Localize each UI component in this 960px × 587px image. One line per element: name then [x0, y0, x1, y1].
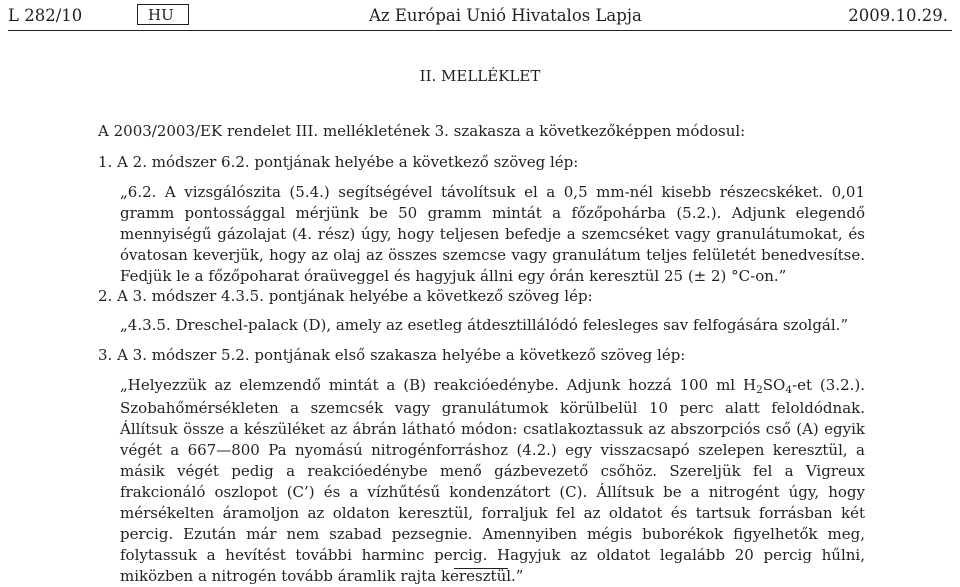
footer-rule: [454, 568, 508, 569]
item-3-quote: [120, 375, 865, 587]
quote-mid: SO: [762, 376, 786, 394]
intro-paragraph: A 2003/2003/EK rendelet III. mellékletének 3. szakasza a következőképpen módosul:: [98, 122, 746, 140]
page-number: L 282/10: [8, 6, 83, 25]
quote-start: „Helyezzük az elemzendő mintát a (B) reakcióedénybe. Adjunk hozzá 100 ml H: [120, 376, 757, 394]
quote-rest: -et (3.2.). Szobahőmérsékleten a szemcsék vagy granulátumok körülbelül 10 perc alatt feloldódnak. Állítsuk össze a készüléket az ábrán látható módon: csatlakoztassuk az abszorpciós cső (A) egyik végét a 667—800 Pa nyomású nitrogénforráshoz (4.2.) egy visszacsapó szelepen keresztül, a másik végét pedig a reakcióedénybe menő gázbevezető csőhöz. Szereljük fel a Vigreux frakcionáló oszlopot (C’) és a vízhűtésű kondenzátort (C). Állítsuk be a nitrogént úgy, hogy mérsékelten áramoljon az oldaton keresztül, forraljuk fel az oldatot és tartsuk forrásban két percig. Ezután már nem szabad pezsegnie. Amennyiben mégis buborékok figyelhetők meg, folytassuk a hevítést további harminc percig. Hagyjuk az oldatot legalább 20 percig hűlni, miközben a nitrogén tovább áramlik rajta keresztül.”: [120, 376, 865, 585]
annex-title: II. MELLÉKLET: [419, 67, 541, 85]
subscript-2: 2: [756, 384, 763, 396]
header-rule: [8, 30, 952, 31]
page-header: [0, 4, 960, 28]
journal-title: Az Európai Unió Hivatalos Lapja: [369, 6, 642, 25]
item-1-quote: „6.2. A vizsgálószita (5.4.) segítségével távolítsuk el a 0,5 mm-nél kisebb részecskéket. 0,01 gramm pontossággal mérjünk be 50 gramm mintát a főzőpohárba (5.2.). Adjunk elegendő mennyiségű gázolajat (4. rész) úgy, hogy teljesen befedje a szemcséket vagy granulátumokat, és óvatosan keverjük, hogy az olaj az összes szemcse vagy granulátum teljes felületét benedvesítse. Fedjük le a főzőpoharat óraüveggel és hagyjuk állni egy órán keresztül 25 (± 2) °C-on.”: [120, 183, 865, 285]
item-3-heading: 3. A 3. módszer 5.2. pontjának első szakasza helyébe a következő szöveg lép:: [98, 346, 686, 364]
publication-date: 2009.10.29.: [848, 6, 948, 25]
item-2-quote: „4.3.5. Dreschel-palack (D), amely az esetleg átdesztillálódó felesleges sav felfogására szolgál.”: [120, 316, 849, 334]
item-1-heading: 1. A 2. módszer 6.2. pontjának helyébe a következő szöveg lép:: [98, 153, 579, 171]
item-2-heading: 2. A 3. módszer 4.3.5. pontjának helyébe a következő szöveg lép:: [98, 287, 593, 305]
language-badge: HU: [137, 4, 189, 25]
subscript-4: 4: [785, 384, 793, 396]
